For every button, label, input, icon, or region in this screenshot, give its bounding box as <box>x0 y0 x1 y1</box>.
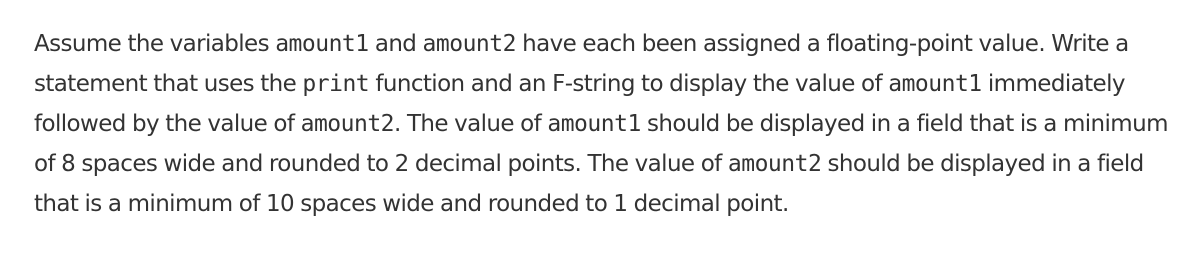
code-amount2: amount2 <box>727 151 822 177</box>
question-text-segment: should be displayed in a field that is a minimum of 10 spaces wide and rounded to 1 decimal point. <box>34 151 1144 217</box>
question-text-segment: function and an F-string to display the value of <box>369 71 889 97</box>
question-text-segment: . The value of <box>394 111 548 137</box>
question-text-segment: have each been assigned a floating-point value. Write a statement that uses the <box>34 31 1129 97</box>
question-text <box>34 24 1184 224</box>
question-text-segment: should be displayed in a field that is a minimum of 8 spaces wide and rounded to 2 decimal points. The value of <box>34 111 1168 177</box>
question-text-segment: and <box>368 31 423 57</box>
code-amount2: amount2 <box>422 31 516 57</box>
question-text-segment: immediately followed by the value of <box>34 71 1125 137</box>
code-amount1: amount1 <box>275 31 369 57</box>
question-text-segment: Assume the variables <box>34 31 276 57</box>
code-amount1: amount1 <box>547 111 641 137</box>
code-amount2: amount2 <box>300 111 395 137</box>
code-print: print <box>302 71 370 97</box>
code-amount1: amount1 <box>888 71 982 97</box>
